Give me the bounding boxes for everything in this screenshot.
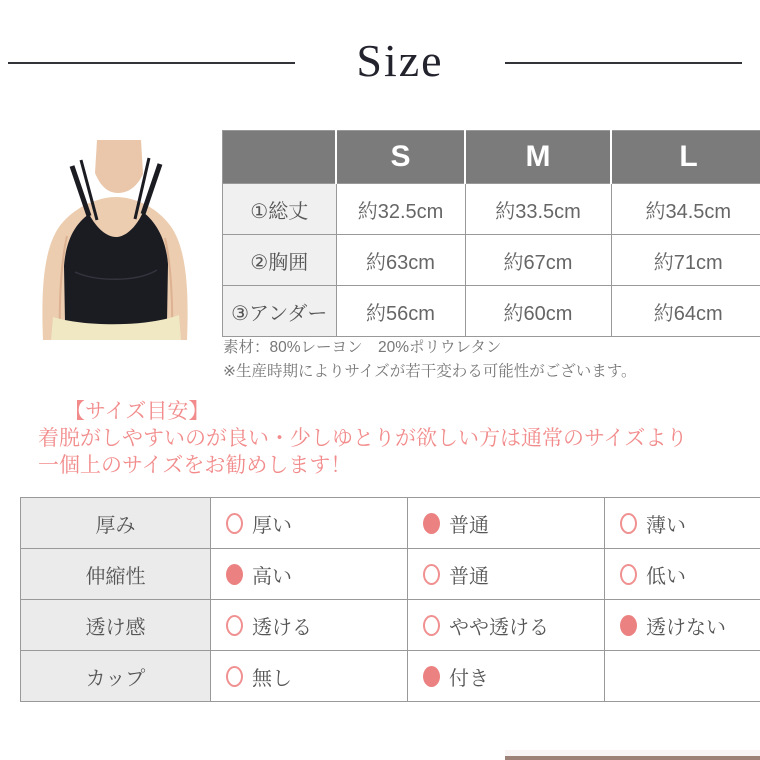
feature-option-label: 透けない	[646, 616, 726, 639]
radio-selected-icon	[423, 666, 440, 687]
value-bust-s: 約63cm	[336, 235, 465, 286]
value-underbust-s: 約56cm	[336, 286, 465, 337]
feature-option-label: 普通	[449, 565, 489, 588]
radio-unselected-icon	[620, 513, 637, 534]
table-row	[223, 184, 760, 235]
table-row	[223, 235, 760, 286]
feature-option	[211, 600, 408, 651]
feature-option-empty	[605, 651, 760, 702]
size-column-s: S	[336, 131, 465, 184]
size-variation-note: ※生産時期によりサイズが若干変わる可能性がございます。	[223, 363, 637, 380]
feature-option	[408, 498, 605, 549]
radio-unselected-icon	[226, 666, 243, 687]
value-underbust-l: 約64cm	[611, 286, 760, 337]
size-guide-heading: 【サイズ目安】	[64, 400, 210, 423]
next-section-edge	[505, 750, 760, 760]
feature-option	[408, 549, 605, 600]
title-divider-left	[8, 62, 295, 64]
feature-option-label: 透ける	[252, 616, 312, 639]
feature-option	[408, 600, 605, 651]
radio-selected-icon	[226, 564, 243, 585]
size-table-header-row	[223, 131, 760, 184]
feature-option-label: 高い	[252, 565, 292, 588]
value-bust-l: 約71cm	[611, 235, 760, 286]
feature-option-label: 付き	[449, 667, 489, 690]
row-label-total-length: ①総丈	[223, 184, 337, 235]
feature-option	[211, 651, 408, 702]
features-table	[20, 497, 760, 702]
radio-unselected-icon	[226, 615, 243, 636]
camisole-model-illustration	[15, 140, 215, 340]
value-total-length-s: 約32.5cm	[336, 184, 465, 235]
size-guide-line2: 一個上のサイズをお勧めします！	[38, 454, 352, 477]
feature-option-label: 低い	[646, 565, 686, 588]
radio-unselected-icon	[423, 615, 440, 636]
feature-label-sheerness: 透け感	[21, 600, 211, 651]
feature-option	[408, 651, 605, 702]
material-notes	[223, 336, 637, 384]
size-table	[222, 130, 760, 337]
value-underbust-m: 約60cm	[465, 286, 611, 337]
feature-option-label: 無し	[252, 667, 292, 690]
feature-label-stretch: 伸縮性	[21, 549, 211, 600]
page-title: Size	[356, 35, 444, 86]
feature-row-thickness	[21, 498, 760, 549]
feature-option	[211, 498, 408, 549]
feature-row-cup	[21, 651, 760, 702]
feature-label-thickness: 厚み	[21, 498, 211, 549]
size-column-m: M	[465, 131, 611, 184]
feature-option-label: 厚い	[252, 514, 292, 537]
radio-selected-icon	[620, 615, 637, 636]
size-guide	[38, 398, 687, 479]
feature-option-label: やや透ける	[449, 616, 549, 639]
radio-unselected-icon	[620, 564, 637, 585]
material-composition: 素材：80%レーヨン 20%ポリウレタン	[223, 339, 502, 356]
feature-option	[605, 600, 760, 651]
row-label-bust: ②胸囲	[223, 235, 337, 286]
value-total-length-l: 約34.5cm	[611, 184, 760, 235]
size-table-corner-cell	[223, 131, 337, 184]
feature-row-stretch	[21, 549, 760, 600]
title-divider-right	[505, 62, 742, 64]
table-row	[223, 286, 760, 337]
feature-label-cup: カップ	[21, 651, 211, 702]
row-label-underbust: ③アンダー	[223, 286, 337, 337]
radio-unselected-icon	[423, 564, 440, 585]
size-column-l: L	[611, 131, 760, 184]
feature-option	[211, 549, 408, 600]
size-guide-line1: 着脱がしやすいのが良い・少しゆとりが欲しい方は通常のサイズより	[38, 427, 688, 450]
feature-option-label: 普通	[449, 514, 489, 537]
product-photo	[15, 140, 215, 340]
feature-row-sheerness	[21, 600, 760, 651]
feature-option	[605, 549, 760, 600]
radio-selected-icon	[423, 513, 440, 534]
radio-unselected-icon	[226, 513, 243, 534]
feature-option	[605, 498, 760, 549]
feature-option-label: 薄い	[646, 514, 686, 537]
value-bust-m: 約67cm	[465, 235, 611, 286]
value-total-length-m: 約33.5cm	[465, 184, 611, 235]
